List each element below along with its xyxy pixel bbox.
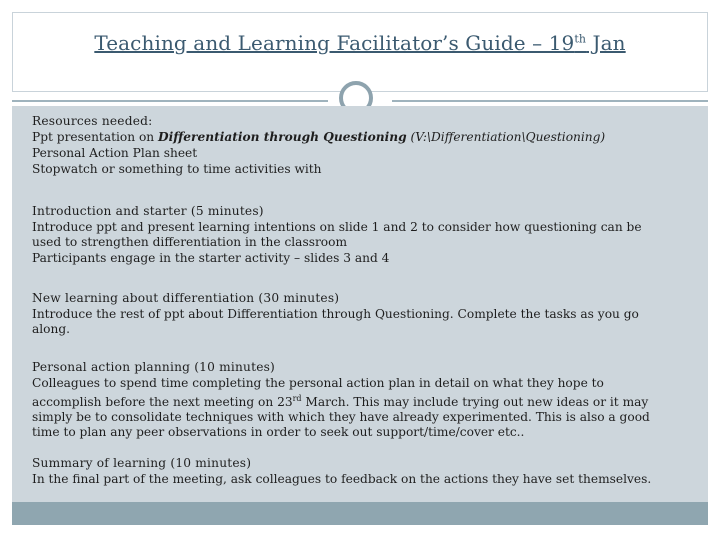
new-learning-line-2: along. [32, 322, 71, 336]
planning-line-2-suffix: March. This may include trying out new ideas or it may [301, 395, 649, 410]
resources-line-1-title: Differentiation through Questioning [158, 130, 407, 144]
new-learning-line-1: Introduce the rest of ppt about Differentiation through Questioning. Complete the tasks as you go [32, 307, 639, 321]
intro-line-2: used to strengthen differentiation in the classroom [32, 235, 348, 249]
planning-line-1: Colleagues to spend time completing the personal action plan in detail on what they hope to [32, 376, 604, 390]
resources-section [32, 113, 696, 177]
summary-line-1: In the final part of the meeting, ask colleagues to feedback on the actions they have set themselves. [32, 472, 652, 486]
intro-heading: Introduction and starter (5 minutes) [32, 204, 264, 218]
planning-line-2-prefix: accomplish before the next meeting on 23 [32, 395, 293, 410]
planning-line-2 [32, 391, 696, 410]
title-main: Teaching and Learning Facilitator’s Guide – 19 [94, 31, 575, 55]
intro-section [32, 203, 696, 266]
resources-line-3: Stopwatch or something to time activities with [32, 162, 322, 176]
summary-heading: Summary of learning (10 minutes) [32, 456, 252, 470]
resources-heading: Resources needed: [32, 114, 153, 128]
title-end: Jan [586, 31, 626, 55]
planning-line-4: time to plan any peer observations in order to seek out support/time/cover etc.. [32, 425, 525, 440]
planning-line-3: simply be to consolidate techniques with which they have already experimented. This is also a good [32, 410, 650, 425]
resources-line-1-prefix: Ppt presentation on [32, 130, 159, 144]
footer-bar [12, 502, 708, 525]
divider-left [12, 100, 328, 102]
planning-line-2-sup: rd [292, 394, 302, 403]
planning-section [32, 359, 696, 440]
new-learning-heading: New learning about differentiation (30 minutes) [32, 291, 340, 305]
resources-line-2: Personal Action Plan sheet [32, 146, 198, 160]
title-sup: th [574, 32, 587, 46]
intro-line-1: Introduce ppt and present learning intentions on slide 1 and 2 to consider how questioning can be [32, 220, 642, 234]
resources-line-1-path: (V:\Differentiation\Questioning) [406, 130, 606, 144]
resources-line-1 [32, 129, 696, 145]
summary-section [32, 455, 696, 487]
page-title [0, 31, 720, 55]
planning-heading: Personal action planning (10 minutes) [32, 360, 276, 374]
divider-right [392, 100, 708, 102]
new-learning-section [32, 290, 696, 337]
intro-line-3: Participants engage in the starter activity – slides 3 and 4 [32, 251, 390, 265]
